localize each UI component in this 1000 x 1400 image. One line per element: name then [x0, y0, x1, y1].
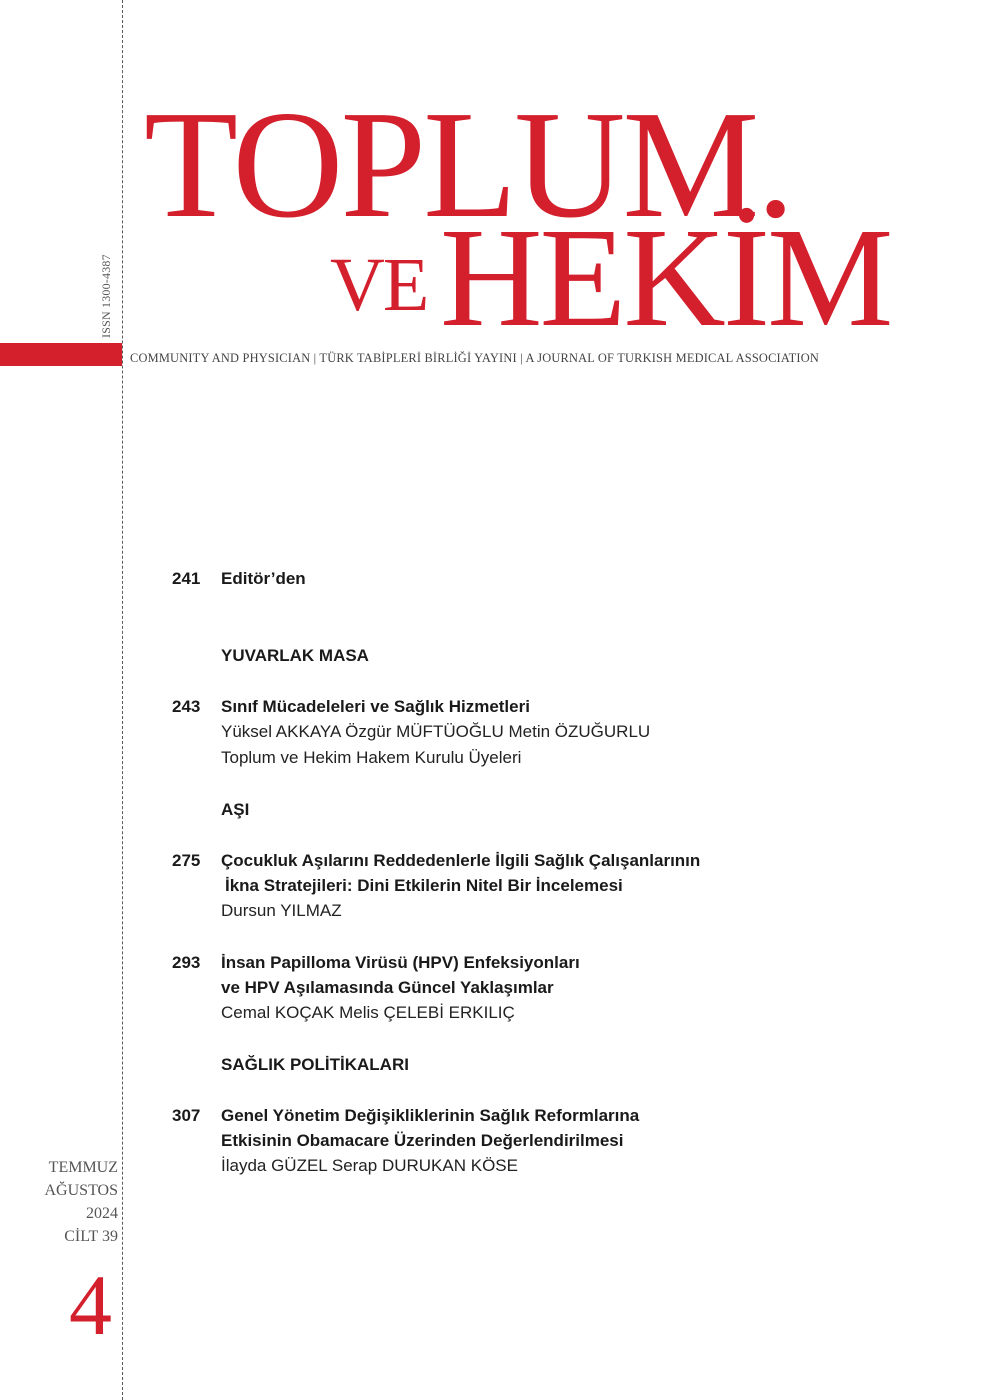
toc-entry-authors: Cemal KOÇAK Melis ÇELEBİ ERKILIÇ: [221, 1003, 515, 1022]
issue-month-2: AĞUSTOS: [44, 1182, 118, 1199]
journal-title-line1: TOPLUM.: [144, 80, 792, 250]
toc-entry-authors: İlayda GÜZEL Serap DURUKAN KÖSE: [221, 1156, 518, 1175]
toc-entry-title-line2: İkna Stratejileri: Dini Etkilerin Nitel Bir İncelemesi: [225, 876, 623, 895]
toc-page-number: 243: [172, 697, 201, 716]
toc-section-heading: SAĞLIK POLİTİKALARI: [221, 1055, 409, 1074]
toc-page-number: 275: [172, 851, 201, 870]
toc-entry-authors: Yüksel AKKAYA Özgür MÜFTÜOĞLU Metin ÖZUĞURLU: [221, 722, 651, 741]
toc-entry-affiliation: Toplum ve Hekim Hakem Kurulu Üyeleri: [221, 748, 522, 767]
journal-title-ve: VE: [330, 243, 428, 327]
toc-entry-article[interactable]: [172, 950, 932, 1026]
toc-entry-article[interactable]: [172, 1103, 932, 1179]
toc-entry-title-line1: Çocukluk Aşılarını Reddedenlerle İlgili Sağlık Çalışanlarının: [221, 851, 701, 870]
spine-dashed-line: [122, 0, 123, 1400]
toc-entry-authors: Dursun YILMAZ: [221, 901, 342, 920]
toc-page-number: 241: [172, 569, 201, 588]
issue-number: 4: [69, 1257, 112, 1353]
toc-entry-title: Sınıf Mücadeleleri ve Sağlık Hizmetleri: [221, 697, 530, 716]
toc-section-heading: YUVARLAK MASA: [221, 646, 369, 665]
journal-subtitle: COMMUNITY AND PHYSICIAN | TÜRK TABİPLERİ BİRLİĞİ YAYINI | A JOURNAL OF TURKISH MEDICAL ASSOCIATION: [130, 351, 820, 365]
toc-entry-article[interactable]: [172, 694, 932, 771]
toc-page-number: 293: [172, 953, 201, 972]
toc-entry-editorial[interactable]: [172, 566, 932, 591]
toc-entry-title-line1: İnsan Papilloma Virüsü (HPV) Enfeksiyonları: [221, 953, 580, 972]
toc-entry-title-line2: Etkisinin Obamacare Üzerinden Değerlendirilmesi: [221, 1131, 624, 1150]
issue-info: [20, 1156, 118, 1248]
issue-volume: CİLT 39: [64, 1228, 118, 1245]
issue-year: 2024: [86, 1205, 118, 1222]
toc-section-heading: AŞI: [221, 800, 250, 819]
toc-page-number: 307: [172, 1106, 201, 1125]
issn-label: ISSN 1300-4387: [99, 254, 113, 338]
red-accent-bar: [0, 343, 122, 366]
table-of-contents: [172, 566, 932, 1205]
toc-entry-article[interactable]: [172, 848, 932, 924]
toc-entry-title-line1: Genel Yönetim Değişikliklerinin Sağlık Reformlarına: [221, 1106, 640, 1125]
toc-entry-title: Editör’den: [221, 569, 306, 588]
toc-entry-title-line2: ve HPV Aşılamasında Güncel Yaklaşımlar: [221, 978, 554, 997]
journal-title-line2: HEKİM: [440, 198, 891, 356]
issue-month-1: TEMMUZ: [48, 1159, 118, 1176]
